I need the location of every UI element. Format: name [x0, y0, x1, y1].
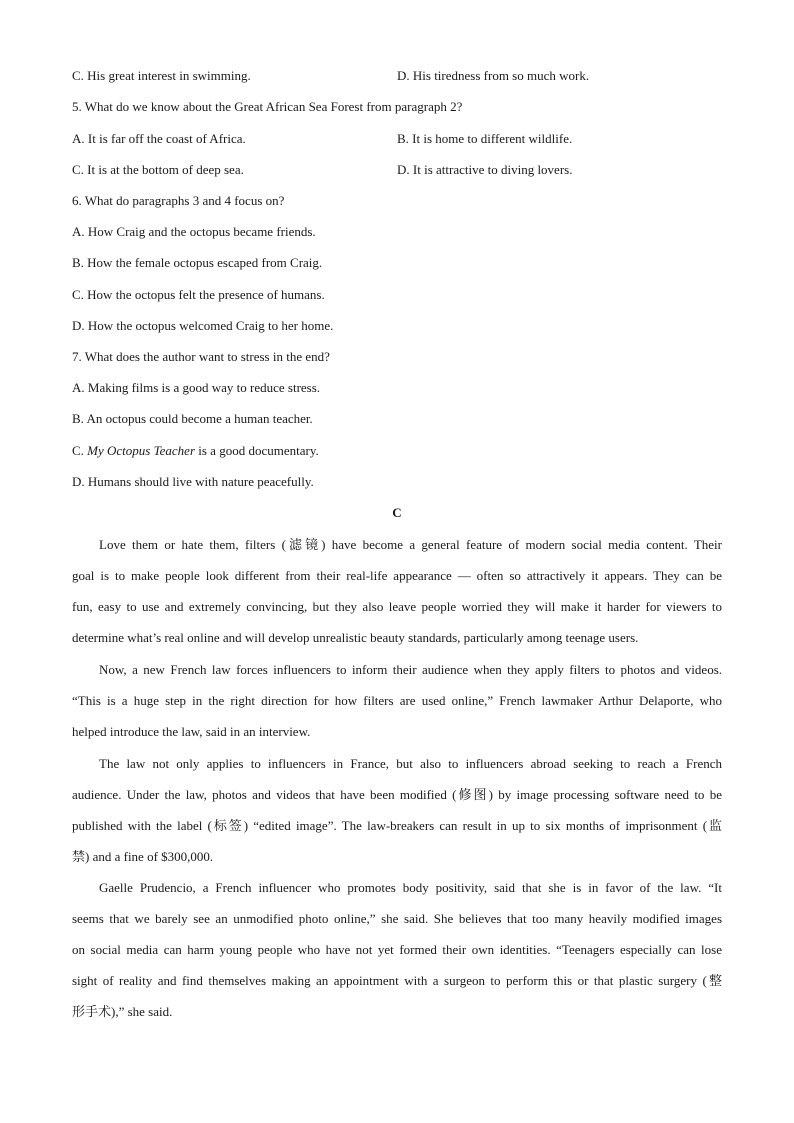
q7-option-c — [72, 443, 319, 459]
q7-option-c-prefix: C. — [72, 443, 88, 458]
q7-option-c-suffix: is a good documentary. — [195, 443, 319, 458]
q6-option-c: C. How the octopus felt the presence of humans. — [72, 287, 325, 302]
passage-paragraph-4 — [72, 872, 722, 1027]
paragraph-line: on social media can harm young people who have not yet formed their own identities. “Teenagers especially can lose — [72, 942, 722, 957]
paragraph-line: 形手术),” she said. — [72, 1004, 173, 1019]
q7-option-d: D. Humans should live with nature peacefully. — [72, 474, 314, 489]
paragraph-line: determine what’s real online and will develop unrealistic beauty standards, particularly among teenage users. — [72, 630, 639, 645]
q7-option-c-title: My Octopus Teacher — [87, 443, 196, 458]
q5-option-d: D. It is attractive to diving lovers. — [397, 162, 573, 177]
q5-option-a: A. It is far off the coast of Africa. — [72, 131, 246, 146]
q5-option-b: B. It is home to different wildlife. — [397, 131, 573, 146]
paragraph-line: goal is to make people look different from their real-life appearance — often so attractively it appears. They can be — [72, 568, 722, 583]
q6-option-b: B. How the female octopus escaped from Craig. — [72, 255, 323, 270]
paragraph-line: helped introduce the law, said in an interview. — [72, 724, 311, 739]
paragraph-line: seems that we barely see an unmodified photo online,” she said. She believes that too many heavily modified images — [72, 911, 722, 926]
passage-paragraph-2 — [72, 654, 722, 747]
q4-option-d: D. His tiredness from so much work. — [397, 68, 590, 83]
q7-option-b: B. An octopus could become a human teacher. — [72, 411, 313, 426]
paragraph-line: 禁) and a fine of $300,000. — [72, 849, 214, 864]
q5-option-c: C. It is at the bottom of deep sea. — [72, 162, 244, 177]
paragraph-line: “This is a huge step in the right direction for how filters are used online,” French lawmaker Arthur Delaporte, who — [72, 693, 722, 708]
paragraph-line: fun, easy to use and extremely convincing, but they also leave people worried they will make it harder for viewers to — [72, 599, 722, 614]
passage-paragraph-1 — [72, 529, 722, 653]
q6-stem: 6. What do paragraphs 3 and 4 focus on? — [72, 193, 285, 208]
paragraph-line: audience. Under the law, photos and videos that have been modified (修图) by image processing software need to be — [72, 787, 722, 802]
q7-stem: 7. What does the author want to stress in the end? — [72, 349, 330, 364]
paragraph-line: The law not only applies to influencers in France, but also to influencers abroad seeking to reach a French — [99, 756, 722, 771]
paragraph-line: sight of reality and find themselves making an appointment with a surgeon to perform this or that plastic surgery (整 — [72, 973, 722, 988]
paragraph-line: Gaelle Prudencio, a French influencer who promotes body positivity, said that she is in favor of the law. “It — [99, 880, 722, 895]
section-title: C — [392, 505, 402, 520]
paragraph-line: published with the label (标签) “edited image”. The law-breakers can result in up to six months of imprisonment (监 — [72, 818, 722, 833]
paragraph-line: Now, a new French law forces influencers to inform their audience when they apply filters to photos and videos. — [99, 662, 722, 677]
q6-option-d: D. How the octopus welcomed Craig to her home. — [72, 318, 334, 333]
q7-option-a: A. Making films is a good way to reduce stress. — [72, 380, 321, 395]
q6-option-a: A. How Craig and the octopus became friends. — [72, 224, 316, 239]
paragraph-line: Love them or hate them, filters (滤镜) have become a general feature of modern social media content. Their — [99, 537, 722, 552]
q5-stem: 5. What do we know about the Great African Sea Forest from paragraph 2? — [72, 99, 463, 114]
passage-paragraph-3 — [72, 748, 722, 872]
q4-option-c: C. His great interest in swimming. — [72, 68, 251, 83]
